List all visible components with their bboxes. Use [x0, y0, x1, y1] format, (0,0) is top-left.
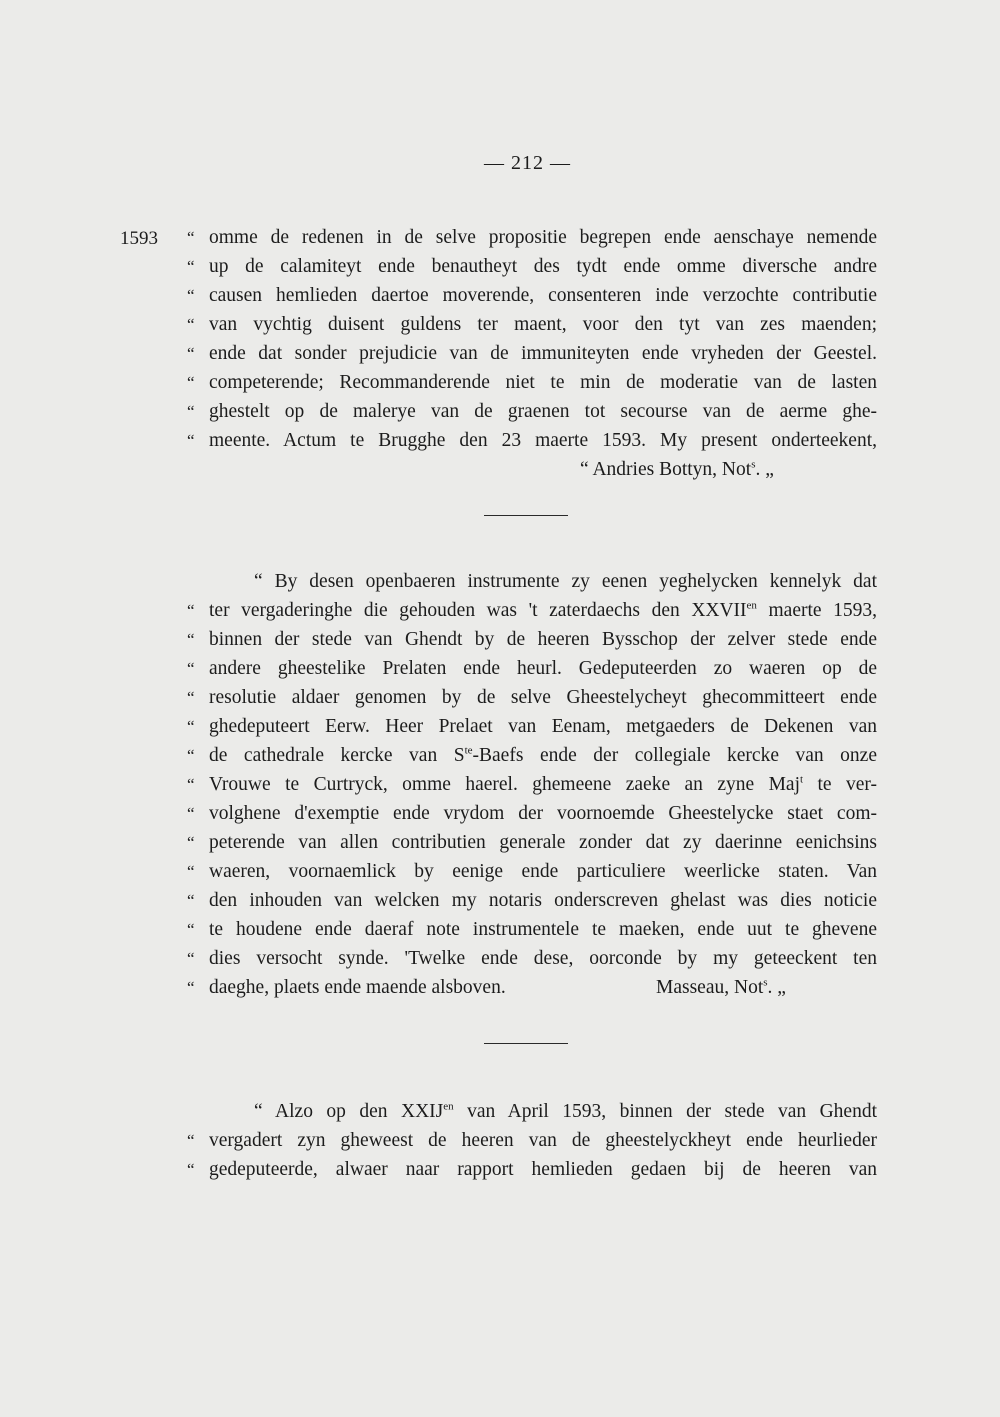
margin-year: 1593	[120, 228, 158, 249]
notary-signature-masseau: Masseau, Not$^s$. „	[656, 976, 786, 998]
section-divider	[484, 515, 568, 516]
notary-signature-bottyn: “ Andries Bottyn, Not$^s$. „	[580, 458, 774, 480]
section-divider	[484, 1043, 568, 1044]
page-number: — 212 —	[484, 152, 571, 174]
document-page: — 212 — 1593 “ omme de redenen in de selve propositie begrepen ende aenschaye nemende “ up de calamiteyt ende benautheyt des tydt ende omme diversche andre “ causen hemlieden daertoe moverende, consenteren inde verzochte contributie “ van vychtig duisent guldens ter maent, voor den tyt van zes maenden; “ ende dat sonder prejudicie van de immuniteyten ende vryheden der Geestel. “ competerende; Recommanderende niet te min de moderatie van de lasten “ ghestelt op de malerye van de graenen tot secourse van de aerme ghe- “ meente. Actum te Brugghe den 23 maerte 1593. My present onderteekent, “ Andries Bottyn, Not$^s$. „ “ By desen openbaeren instrumente zy eenen yeghelycken kennelyk dat “ ter vergaderinghe die gehouden was 't zaterdaechs den $XXVII^{en}$ maerte 1593, “ binnen der stede van Ghendt by de heeren Bysschop der zelver stede ende “ andere gheestelike Prelaten ende heurl. Gedeputeerden zo waeren op de “ resolutie aldaer genomen by de selve Gheestelycheyt ghecommitteert ende “ ghedeputeert Eerw. Heer Prelaet van Eenam, metgaeders de Dekenen van “ de cathedrale kercke van $S^{te}$-Baefs ende der collegiale kercke van onze “ Vrouwe te Curtryck, omme haerel. ghemeene zaeke an zyne Maj$^t$ te ver- “ volghene d'exemptie ende vrydom der voornoemde Gheestelycke staet com- “ peterende van allen contributien generale zonder dat zy daerinne eenichsins “ waeren, voornaemlick by eenige ende particuliere weerlicke staten. Van “ den inhouden van welcken my notaris onderscreven ghelast was dies noticie “ te houdene ende daeraf note instrumentele te maeken, ende uut te ghevene “ dies versocht synde. 'Twelke ende dese, oorconde by my geteeckent ten “ daeghe, plaets ende maende alsboven. Masseau, Not$^s$. „ “ Alzo op den $XXIJ^{en}$ van April 1593, binnen der stede van Ghendt “ vergadert zyn gheweest de heeren van de gheestelyckheyt ende heurlieder “ gedeputeerde, alwaer naar rapport hemlieden gedaen bij de heeren van	[0, 0, 1000, 1417]
